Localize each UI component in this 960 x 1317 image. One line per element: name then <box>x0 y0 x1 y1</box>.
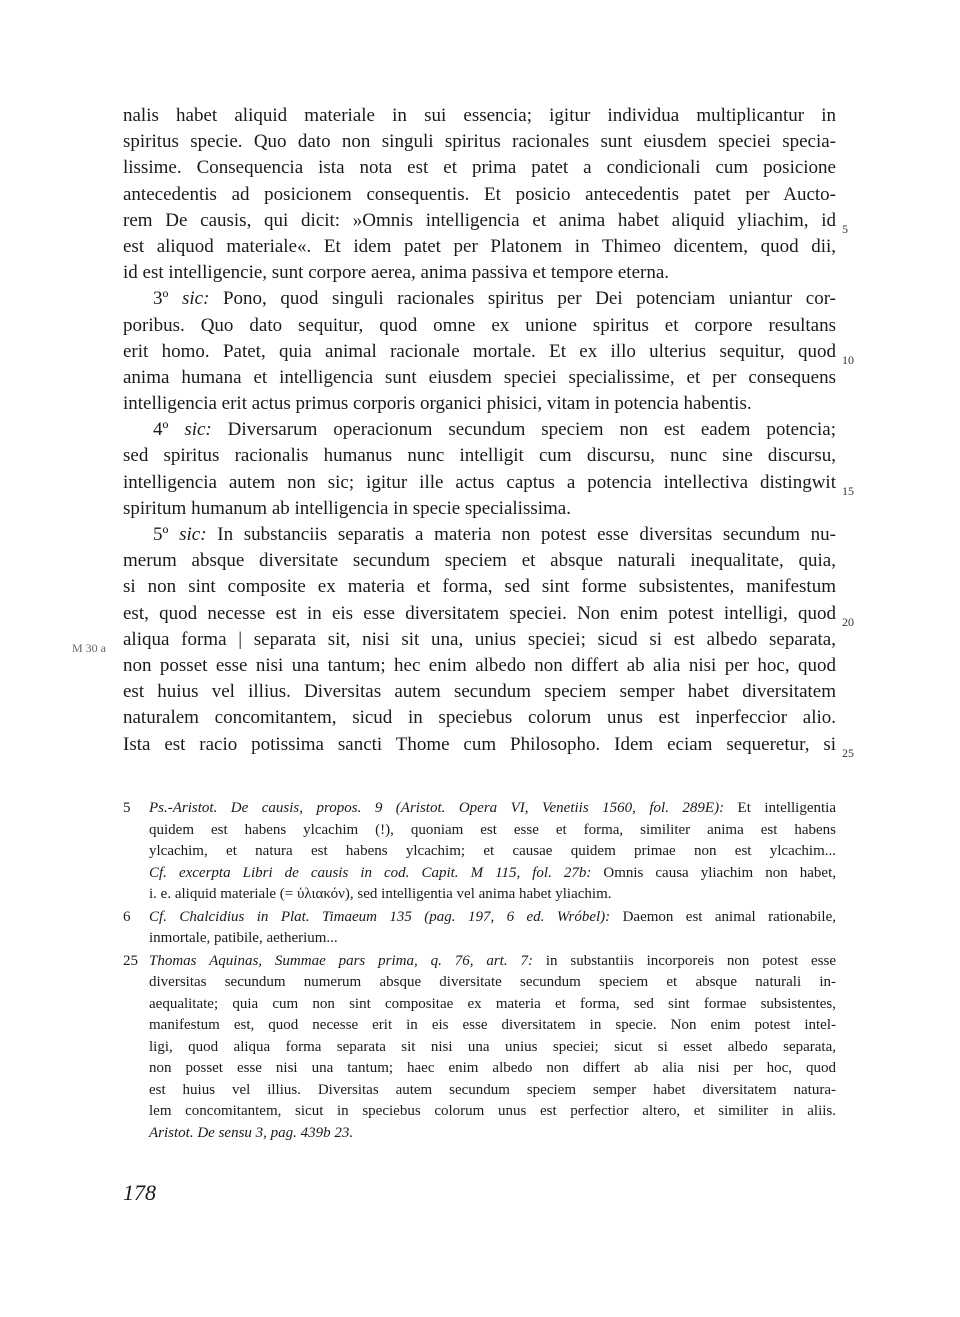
footnote-citation: Aristot. De sensu 3, pag. 439b 23. <box>149 1124 354 1141</box>
text-line: sed spiritus racionalis humanus nunc intelligit cum discursu, nunc sine discursu, <box>123 445 836 467</box>
text-line: spiritum humanum ab intelligencia in specie specialissima. <box>123 497 571 519</box>
footnote-text: Omnis causa yliachim non habet, <box>591 864 836 881</box>
text-line: merum absque diversitate secundum speciem et absque naturali inequalitate, quia, <box>123 550 836 572</box>
text-line: anima humana et intelligencia sunt eiusdem speciei specialissime, et per consequens <box>123 366 836 388</box>
text-line: est, quod necesse est in eis esse diversitatem speciei. Non enim potest intelligi, quod <box>123 602 836 624</box>
footnote-line: diversitas secundum numerum absque diversitate secundum speciem et absque naturali in- <box>149 974 836 990</box>
line-number: 5 <box>842 222 848 236</box>
footnote-number: 6 <box>123 908 131 925</box>
section-sic: sic: <box>181 288 210 310</box>
text-line: non posset esse nisi una tantum; hec enim albedo non differt ab alia nisi per hoc, quod <box>123 654 836 676</box>
page-number: 178 <box>123 1180 156 1205</box>
footnote-text: Et intelligentia <box>724 800 836 816</box>
text-line: id est intelligencie, sunt corpore aerea, anima passiva et tempore eterna. <box>123 262 670 284</box>
text-line: est aliquod materiale«. Et idem patet per Platonem in Thimeo dicentem, quod dii, <box>123 235 836 257</box>
footnote-5 <box>123 798 836 906</box>
footnote-number: 25 <box>123 952 138 969</box>
footnote-number: 5 <box>123 800 131 816</box>
section-sic: sic: <box>179 524 207 545</box>
footnote-line: quidem est habens ylcachim (!), quoniam est esse et forma, similiter anima est habens <box>149 821 836 838</box>
section-sic: sic: <box>184 419 212 441</box>
section-3-first-line <box>123 286 836 312</box>
footnote-line: non posset esse nisi una tantum; haec enim albedo non differt ab alia nisi per hoc, quod <box>149 1060 836 1076</box>
text-line: intelligencia autem non sic; igitur ille actus captus a potencia intellectiva distingwit <box>123 471 836 493</box>
text-line: erit homo. Patet, quia animal racionale mortale. Et ex illo ulterius sequitur, quod <box>123 340 836 362</box>
section-number: 4º <box>153 419 169 441</box>
text-line: aliqua forma | separata sit, nisi sit una, unius speciei; sicud si est albedo separata, <box>123 628 836 650</box>
footnote-line: aequalitate; quia cum non sint compositae ex materia et forma, sed sint formae subsistentes, <box>149 995 836 1012</box>
text-line: poribus. Quo dato sequitur, quod omne ex unione spiritus et corpore resultans <box>123 314 836 336</box>
section-text: In substanciis separatis a materia non potest esse diversitas secundum nu- <box>206 524 836 545</box>
section-number: 5º <box>153 524 169 545</box>
text-line: spiritus specie. Quo dato non singuli spiritus racionales sunt eiusdem speciei specia- <box>123 131 836 153</box>
text-line: antecedentis ad posicionem consequentis. Et posicio antecedentis patet per Aucto- <box>123 183 836 205</box>
footnotes <box>123 798 836 1144</box>
margin-manuscript-reference: M 30 a <box>72 641 106 655</box>
footnote-line: inmortale, patibile, aetherium... <box>149 930 338 946</box>
footnote-citation: Cf. Chalcidius in Plat. Timaeum 135 (pag. 197, 6 ed. Wróbel): <box>149 908 611 925</box>
footnote-6 <box>123 907 836 950</box>
footnote-line: i. e. aliquid materiale (= ὑλιακόν), sed intelligentia vel anima habet yliachim. <box>149 886 612 902</box>
main-text <box>123 103 836 758</box>
section-text: Pono, quod singuli racionales spiritus per Dei potenciam uniantur cor- <box>209 288 836 310</box>
section-4-first-line <box>123 417 836 443</box>
line-number: 10 <box>842 353 854 367</box>
footnote-line: lem concomitantem, sicut in speciebus colorum unus est perfectior altero, et similiter in aliis. <box>149 1103 836 1119</box>
footnote-citation: Thomas Aquinas, Summae pars prima, q. 76, art. 7: <box>149 952 533 969</box>
text-line: rem De causis, qui dicit: »Omnis intelligencia et anima habet aliquid yliachim, id <box>123 209 836 231</box>
text-line: est huius vel illius. Diversitas autem secundum speciem semper habet diversitatem <box>123 681 836 703</box>
line-number: 15 <box>842 484 854 498</box>
footnote-line: ylcachim, et natura est habens ylcachim; et causae quidem primae non est ylcachim... <box>149 843 836 859</box>
section-number: 3º <box>153 288 169 310</box>
line-number: 25 <box>842 746 854 760</box>
footnote-line: manifestum est, quod necesse erit in eis esse diversitatem in specie. Non enim potest intel- <box>149 1017 836 1033</box>
footnote-citation: Ps.-Aristot. De causis, propos. 9 (Aristot. Opera VI, Venetiis 1560, fol. 289E): <box>149 800 725 816</box>
text-line: nalis habet aliquid materiale in sui essencia; igitur individua multiplicantur in <box>123 105 836 126</box>
footnote-line: ligi, quod aliqua forma separata sit nisi una unius speciei; sicut si esset albedo separata, <box>149 1038 836 1055</box>
section-text: Diversarum operacionum secundum speciem non est eadem potencia; <box>211 419 836 441</box>
text-line: si non sint composite ex materia et forma, sed sint forme subsistentes, manifestum <box>123 576 836 598</box>
section-5-first-line <box>123 522 836 548</box>
footnote-text: in substantiis incorporeis non potest esse <box>532 952 836 969</box>
footnote-line: est huius vel illius. Diversitas autem secundum speciem semper habet diversitatem natura- <box>149 1081 836 1098</box>
text-line: naturalem concomitantem, sicud in speciebus colorum unus est inperfeccior alio. <box>123 707 836 729</box>
line-number: 20 <box>842 615 854 629</box>
text-line: Ista est racio potissima sancti Thome cum Philosopho. Idem eciam sequeretur, si <box>123 733 836 755</box>
footnote-25 <box>123 951 836 1145</box>
text-line: intelligencia erit actus primus corporis organici phisici, vitam in potencia habentis. <box>123 393 752 415</box>
footnote-citation: Cf. excerpta Libri de causis in cod. Capit. M 115, fol. 27b: <box>149 864 592 881</box>
text-line: lissime. Consequencia ista nota est et prima patet a condicionali cum posicione <box>123 157 836 179</box>
footnote-text: Daemon est animal rationabile, <box>610 908 836 925</box>
